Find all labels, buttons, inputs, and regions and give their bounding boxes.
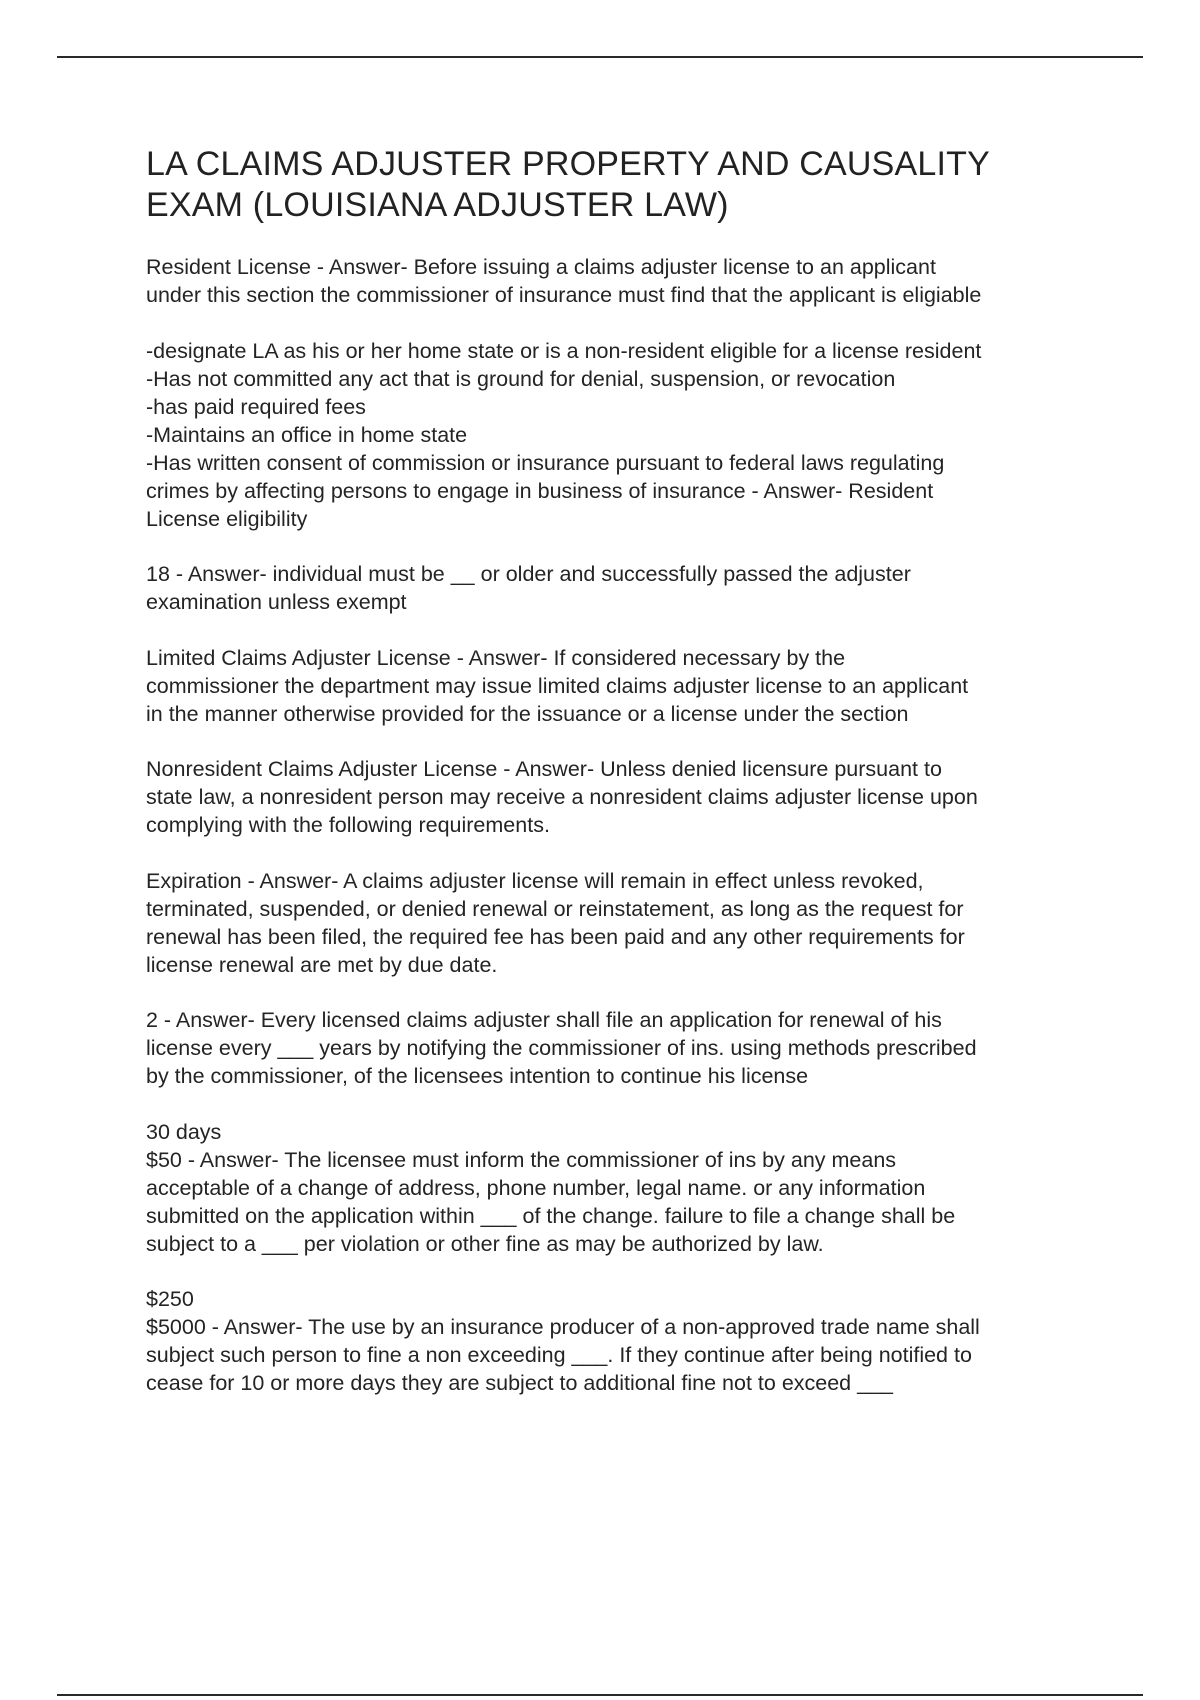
- title-line-1: LA CLAIMS ADJUSTER PROPERTY AND CAUSALITY: [146, 145, 990, 183]
- entry-text-line: -Maintains an office in home state: [146, 422, 468, 447]
- entry-text-line: by the commissioner, of the licensees intention to continue his license: [146, 1064, 809, 1088]
- entry-text-line: terminated, suspended, or denied renewal or reinstatement, as long as the request for: [146, 896, 964, 921]
- entry-text-line: license every ___ years by notifying the commissioner of ins. using methods prescribed: [146, 1036, 977, 1060]
- flashcard-entry: [146, 644, 1146, 728]
- entry-text-line: Limited Claims Adjuster License - Answer- If considered necessary by the: [146, 645, 846, 670]
- flashcard-entry: [146, 1118, 1146, 1258]
- entry-text-line: license renewal are met by due date.: [146, 952, 498, 977]
- entry-text-line: commissioner the department may issue limited claims adjuster license to an applicant: [146, 673, 969, 698]
- entry-text-line: renewal has been filed, the required fee has been paid and any other requirements for: [146, 924, 965, 949]
- entry-text-line: crimes by affecting persons to engage in business of insurance - Answer- Resident: [146, 478, 934, 503]
- flashcard-entry: [146, 1006, 1146, 1090]
- entry-text-line: subject to a ___ per violation or other fine as may be authorized by law.: [146, 1231, 824, 1256]
- flashcard-list: [146, 253, 1146, 1397]
- entry-text-line: examination unless exempt: [146, 590, 407, 614]
- flashcard-entry: [146, 1285, 1146, 1397]
- bottom-rule: [57, 1694, 1143, 1696]
- entry-text-line: Resident License - Answer- Before issuing a claims adjuster license to an applicant: [146, 255, 936, 279]
- entry-text-line: submitted on the application within ___ of the change. failure to file a change shall be: [146, 1203, 956, 1228]
- entry-text-line: $50 - Answer- The licensee must inform the commissioner of ins by any means: [146, 1147, 897, 1172]
- entry-text-line: state law, a nonresident person may receive a nonresident claims adjuster license upon: [146, 785, 978, 809]
- entry-text-line: $250: [146, 1287, 194, 1311]
- entry-text-line: $5000 - Answer- The use by an insurance producer of a non-approved trade name shall: [146, 1315, 980, 1339]
- flashcard-entry: [146, 337, 1146, 533]
- flashcard-entry: [146, 867, 1146, 979]
- title-line-2: EXAM (LOUISIANA ADJUSTER LAW): [146, 186, 729, 224]
- entry-text-line: 2 - Answer- Every licensed claims adjuster shall file an application for renewal of his: [146, 1008, 942, 1032]
- entry-text-line: complying with the following requirements.: [146, 813, 550, 837]
- entry-text-line: 18 - Answer- individual must be __ or older and successfully passed the adjuster: [146, 562, 911, 586]
- flashcard-entry: [146, 755, 1146, 839]
- entry-text-line: License eligibility: [146, 506, 308, 531]
- flashcard-entry: [146, 253, 1146, 309]
- entry-text-line: Nonresident Claims Adjuster License - Answer- Unless denied licensure pursuant to: [146, 757, 942, 781]
- flashcard-entry: [146, 560, 1146, 616]
- entry-text-line: Expiration - Answer- A claims adjuster license will remain in effect unless revoked,: [146, 868, 924, 893]
- entry-text-line: 30 days: [146, 1119, 222, 1144]
- entry-text-line: -designate LA as his or her home state or is a non-resident eligible for a license resident: [146, 338, 982, 363]
- top-rule: [57, 56, 1143, 58]
- entry-text-line: under this section the commissioner of insurance must find that the applicant is eligiable: [146, 283, 982, 307]
- entry-text-line: -Has written consent of commission or insurance pursuant to federal laws regulating: [146, 450, 945, 475]
- document-title: [146, 144, 1146, 226]
- entry-text-line: subject such person to fine a non exceeding ___. If they continue after being notified to: [146, 1343, 972, 1367]
- entry-text-line: in the manner otherwise provided for the issuance or a license under the section: [146, 701, 909, 726]
- entry-text-line: -has paid required fees: [146, 394, 366, 419]
- entry-text-line: -Has not committed any act that is ground for denial, suspension, or revocation: [146, 366, 896, 391]
- document-body: [146, 144, 1146, 1425]
- entry-text-line: cease for 10 or more days they are subject to additional fine not to exceed ___: [146, 1371, 893, 1395]
- entry-text-line: acceptable of a change of address, phone number, legal name. or any information: [146, 1175, 926, 1200]
